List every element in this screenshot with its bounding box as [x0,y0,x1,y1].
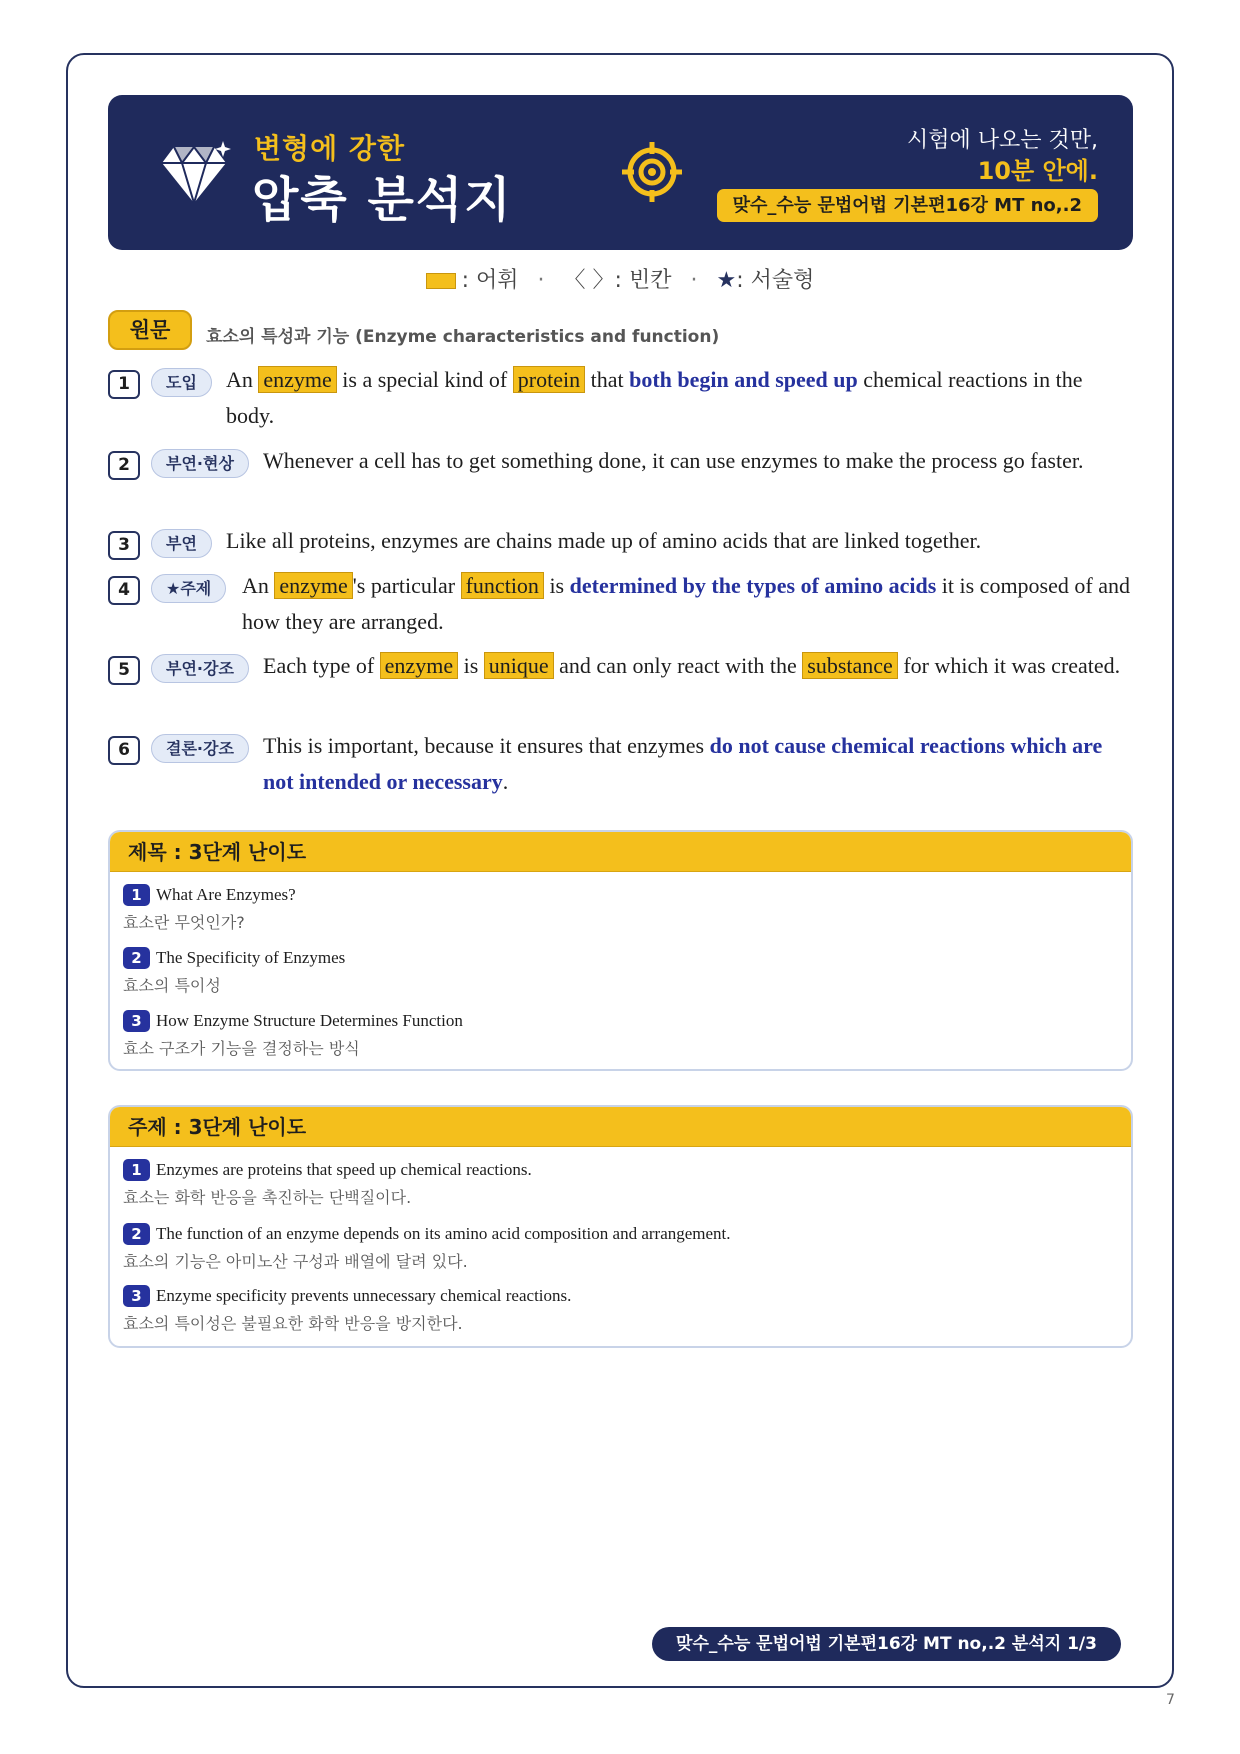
sentence-number: 3 [108,531,140,560]
item-number: 1 [123,1159,150,1181]
original-label: 원문 [108,310,192,350]
sentence-4 [108,572,1133,642]
sentence-number: 1 [108,370,140,399]
sentence-1 [108,366,1133,436]
item-number: 3 [123,1010,150,1032]
sentence-text: Each type of enzyme is unique and can only react with the substance for which it was created. [263,653,1121,678]
vocab-highlight: substance [802,652,898,679]
vocab-swatch [426,273,456,289]
sentence-2 [108,447,1133,517]
sentence-tag: 부연·현상 [151,449,249,478]
vocab-highlight: unique [484,652,554,679]
diamond-icon [160,139,232,207]
item-korean: 효소란 무엇인가? [123,913,245,932]
item-english: Enzymes are proteins that speed up chemical reactions. [156,1160,532,1179]
sentence-number: 4 [108,576,140,605]
sentence-tag: 도입 [151,368,212,397]
vocab-highlight: enzyme [274,572,352,599]
sentence-number: 5 [108,656,140,685]
item-korean: 효소의 특이성 [123,976,221,995]
item-korean: 효소는 화학 반응을 촉진하는 단백질이다. [123,1188,412,1207]
sentence-text: An enzyme is a special kind of protein that both begin and speed up chemical reactions in the body. [226,367,1083,428]
item-english: The function of an enzyme depends on its amino acid composition and arrangement. [156,1224,731,1243]
vocab-highlight: enzyme [380,652,458,679]
theme-box-heading: 주제 : 3단계 난이도 [110,1107,1131,1147]
item-number: 2 [123,1223,150,1245]
item-english: The Specificity of Enzymes [156,948,346,967]
sentence-tag: 부연 [151,529,212,558]
banner-subtitle: 변형에 강한 [254,132,405,165]
sentence-3 [108,527,1133,563]
key-phrase: both begin and speed up [629,367,858,392]
sentence-text: Like all proteins, enzymes are chains made up of amino acids that are linked together. [226,528,982,553]
item-english: How Enzyme Structure Determines Function [156,1011,463,1030]
sentence-tag: 부연·강조 [151,654,249,683]
vocab-highlight: enzyme [258,366,336,393]
title-box-heading: 제목 : 3단계 난이도 [110,832,1131,872]
star-icon: ★ [716,268,737,293]
sentence-number: 6 [108,736,140,765]
item-number: 3 [123,1285,150,1307]
sentence-6 [108,732,1133,802]
theme-item-2 [123,1223,731,1272]
sentence-tag: ★주제 [151,574,226,603]
header-banner [108,95,1133,250]
item-korean: 효소의 기능은 아미노산 구성과 배열에 달려 있다. [123,1252,468,1271]
legend: : 어휘 · 〈 〉: 빈칸 · ★: 서술형 [0,263,1240,294]
item-number: 1 [123,884,150,906]
legend-essay: : 서술형 [736,268,815,293]
title-item-1 [123,884,296,933]
banner-title: 압축 분석지 [252,172,513,228]
banner-tagline: 시험에 나오는 것만, [907,128,1098,153]
legend-blank: : 빈칸 [614,268,672,293]
sentence-number: 2 [108,451,140,480]
theme-item-1 [123,1159,532,1208]
theme-item-3 [123,1285,571,1334]
legend-vocab: : 어휘 [461,268,519,293]
vocab-highlight: protein [513,366,585,393]
sentence-text: An enzyme 's particular function is determined by the types of amino acids it is composed of and how they are arranged. [242,573,1130,634]
vocab-highlight: function [461,572,544,599]
footer-badge: 맞수_수능 문법어법 기본편16강 MT no,.2 분석지 1/3 [652,1627,1121,1661]
banner-tagline-highlight: 10분 안에. [977,157,1098,185]
legend-blank-symbol: 〈 〉 [563,268,615,293]
sentence-5 [108,652,1133,722]
item-english: What Are Enzymes? [156,885,296,904]
item-english: Enzyme specificity prevents unnecessary chemical reactions. [156,1286,572,1305]
sentence-text: Whenever a cell has to get something done, it can use enzymes to make the process go faster. [263,448,1084,473]
original-title: 효소의 특성과 기능 (Enzyme characteristics and function) [206,327,720,347]
title-box [108,830,1133,1071]
sentence-text: This is important, because it ensures that enzymes do not cause chemical reactions which are not intended or necessary. [263,733,1103,794]
lesson-badge: 맞수_수능 문법어법 기본편16강 MT no,.2 [717,189,1098,222]
title-item-3 [123,1010,463,1059]
item-korean: 효소 구조가 기능을 결정하는 방식 [123,1039,360,1058]
sentence-tag: 결론·강조 [151,734,249,763]
target-icon [620,140,684,204]
theme-box [108,1105,1133,1348]
title-item-2 [123,947,345,996]
item-korean: 효소의 특이성은 불필요한 화학 반응을 방지한다. [123,1314,463,1333]
key-phrase: do not cause chemical reactions which are not intended or necessary [263,733,1103,794]
item-number: 2 [123,947,150,969]
key-phrase: determined by the types of amino acids [569,573,937,598]
page-number: 7 [1166,1692,1175,1708]
